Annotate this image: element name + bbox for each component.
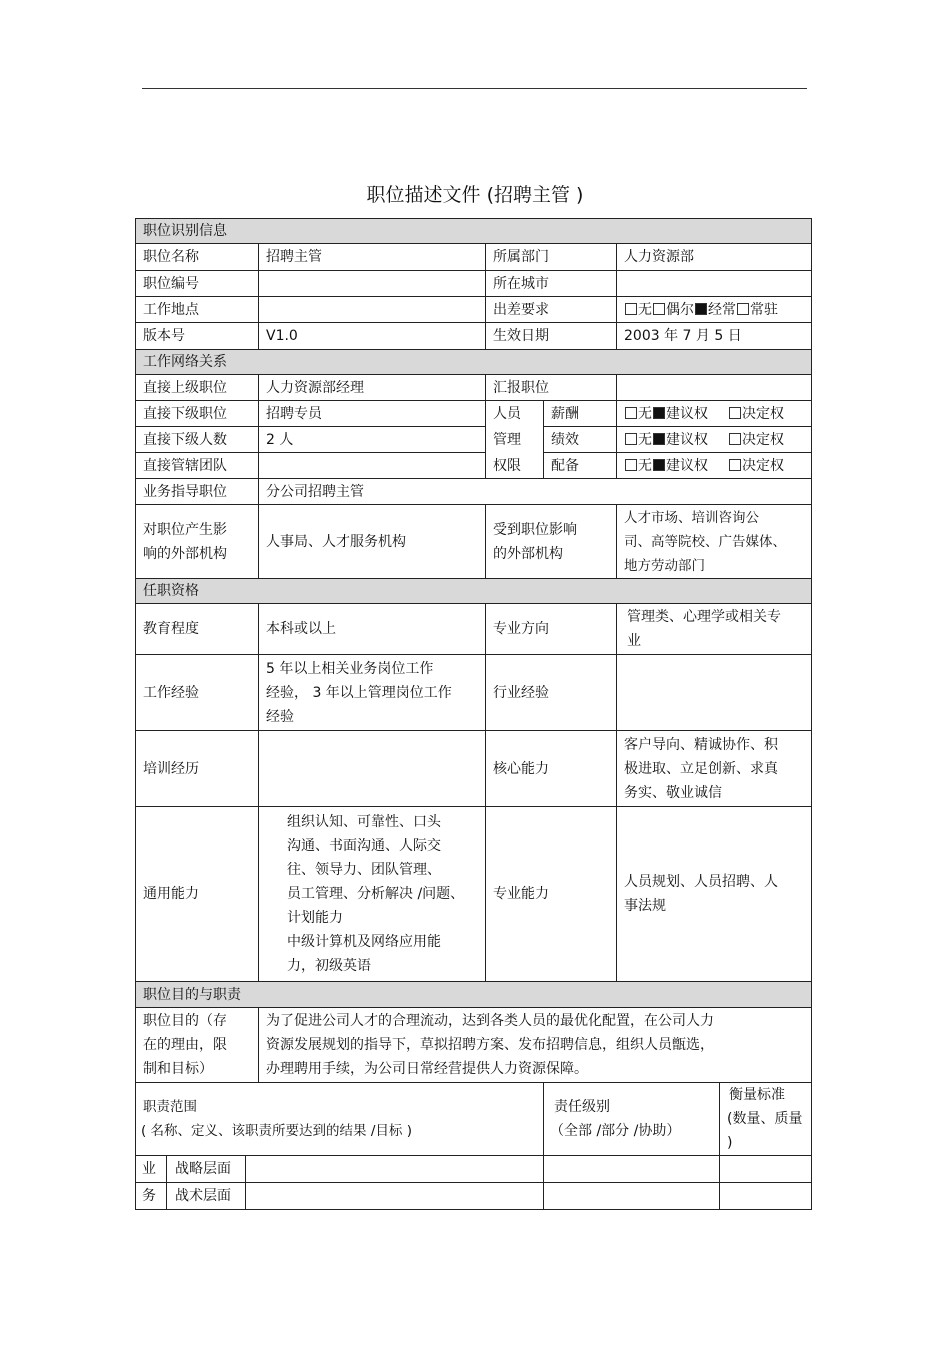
section-identification: 职位识别信息 <box>136 219 812 244</box>
performance-suggest-checkbox <box>653 433 665 445</box>
position-name-label: 职位名称 <box>136 244 259 271</box>
industry-label: 行业经验 <box>486 655 617 731</box>
general-value-line4: 员工管理、分析解决 /问题、 <box>287 886 465 902</box>
general-value-line7: 力，初级英语 <box>287 958 371 974</box>
position-name-value: 招聘主管 <box>259 244 486 271</box>
superior-value: 人力资源部经理 <box>259 375 486 401</box>
purpose-label-line3: 制和目标） <box>143 1061 213 1077</box>
position-code-value <box>259 271 486 297</box>
affects-value: 人事局、人才服务机构 <box>259 505 486 579</box>
core-value-line3: 务实、敬业诚信 <box>624 784 722 801</box>
version-label: 版本号 <box>136 323 259 350</box>
travel-option-none: 无 <box>638 301 652 318</box>
travel-option-frequent: 经常 <box>708 301 736 318</box>
authority-row-performance-name: 绩效 <box>544 427 617 453</box>
salary-suggest-label: 建议权 <box>666 405 708 422</box>
effective-date-value: 2003 年 7 月 5 日 <box>617 323 812 350</box>
subordinate-count-value: 2 人 <box>259 427 486 453</box>
subordinate-label: 直接下级职位 <box>136 401 259 427</box>
work-place-value <box>259 297 486 323</box>
section-purpose: 职位目的与职责 <box>136 982 812 1008</box>
travel-options <box>617 297 812 323</box>
core-value-line1: 客户导向、精诚协作、积 <box>624 736 778 753</box>
major-label: 专业方向 <box>486 604 617 655</box>
level-header <box>544 1083 720 1156</box>
document-title: 职位描述文件 (招聘主管 ) <box>366 184 584 206</box>
strategic-label: 战略层面 <box>167 1156 246 1182</box>
department-value: 人力资源部 <box>617 244 812 271</box>
travel-option-resident: 常驻 <box>750 301 778 318</box>
team-label: 直接管辖团队 <box>136 453 259 479</box>
authority-label-line2: 管理 <box>493 432 521 448</box>
tactical-measure <box>720 1183 812 1210</box>
purpose-value <box>259 1008 812 1083</box>
general-value <box>259 807 486 982</box>
position-code-label: 职位编号 <box>136 271 259 297</box>
authority-label <box>486 401 544 479</box>
authority-row-salary-options <box>617 401 812 427</box>
tactical-label: 战术层面 <box>167 1183 246 1209</box>
experience-value-line1: 5 年以上相关业务岗位工作 <box>266 660 434 677</box>
authority-label-line1: 人员 <box>493 406 521 422</box>
guidance-value: 分公司招聘主管 <box>259 479 812 505</box>
staffing-suggest-checkbox <box>653 459 665 471</box>
tactical-row <box>136 1183 544 1210</box>
general-value-line1: 组织认知、可靠性、口头 <box>287 814 441 830</box>
measure-sub: (数量、质量 ) <box>727 1111 803 1151</box>
affected-value-line3: 地方劳动部门 <box>624 557 705 574</box>
affects-label-line1: 对职位产生影 <box>143 521 227 538</box>
performance-none-checkbox <box>625 433 637 445</box>
experience-label: 工作经验 <box>136 655 259 731</box>
affected-value-line1: 人才市场、培训咨询公 <box>624 509 759 526</box>
salary-suggest-checkbox <box>653 407 665 419</box>
strategic-subtable <box>136 1156 543 1182</box>
authority-row-staffing-name: 配备 <box>544 453 617 479</box>
purpose-value-line1: 为了促进公司人才的合理流动，达到各类人员的最优化配置，在公司人力 <box>266 1013 714 1029</box>
authority-row-staffing-options <box>617 453 812 479</box>
performance-suggest-label: 建议权 <box>666 431 708 448</box>
affects-label-line2: 响的外部机构 <box>143 545 227 562</box>
staffing-none-label: 无 <box>638 457 652 474</box>
section-qualification: 任职资格 <box>136 579 812 604</box>
header-rule <box>142 88 807 89</box>
subordinate-count-label: 直接下级人数 <box>136 427 259 453</box>
professional-value-line2: 事法规 <box>624 898 666 914</box>
general-value-line5: 计划能力 <box>287 910 343 926</box>
measure-header <box>720 1083 812 1156</box>
staffing-decide-label: 决定权 <box>742 457 784 474</box>
purpose-label-line1: 职位目的（存 <box>143 1013 227 1029</box>
level-label: 责任级别 <box>554 1099 610 1115</box>
guidance-label: 业务指导职位 <box>136 479 259 505</box>
professional-value <box>617 807 812 982</box>
professional-value-line1: 人员规划、人员招聘、人 <box>624 874 778 890</box>
report-label: 汇报职位 <box>486 375 617 401</box>
scope-sub: ( 名称、定义、该职责所要达到的结果 /目标 ) <box>141 1123 412 1139</box>
department-label: 所属部门 <box>486 244 617 271</box>
training-label: 培训经历 <box>136 731 259 807</box>
strategic-measure <box>720 1156 812 1183</box>
salary-decide-checkbox <box>729 407 741 419</box>
travel-checkbox-none <box>625 303 637 315</box>
purpose-label-line2: 在的理由，限 <box>143 1037 227 1053</box>
purpose-value-line3: 办理聘用手续，为公司日常经营提供人力资源保障。 <box>266 1061 588 1077</box>
staffing-suggest-label: 建议权 <box>666 457 708 474</box>
travel-checkbox-frequent <box>695 303 707 315</box>
education-label: 教育程度 <box>136 604 259 655</box>
salary-none-label: 无 <box>638 405 652 422</box>
salary-none-checkbox <box>625 407 637 419</box>
core-value <box>617 731 812 807</box>
general-value-line3: 往、领导力、团队管理、 <box>287 862 441 878</box>
purpose-label <box>136 1008 259 1083</box>
city-label: 所在城市 <box>486 271 617 297</box>
strategic-content <box>246 1156 544 1182</box>
salary-decide-label: 决定权 <box>742 405 784 422</box>
strategic-row <box>136 1156 544 1183</box>
affected-label-line2: 的外部机构 <box>493 545 563 562</box>
performance-decide-label: 决定权 <box>742 431 784 448</box>
report-value <box>617 375 812 401</box>
strategic-level <box>544 1156 720 1183</box>
subordinate-value: 招聘专员 <box>259 401 486 427</box>
major-value-line2: 业 <box>627 633 641 649</box>
authority-row-performance-options <box>617 427 812 453</box>
training-value <box>259 731 486 807</box>
staffing-none-checkbox <box>625 459 637 471</box>
general-label: 通用能力 <box>136 807 259 982</box>
business-char-2: 务 <box>136 1183 167 1209</box>
travel-checkbox-occasional <box>653 303 665 315</box>
scope-label: 职责范围 <box>143 1099 197 1115</box>
affected-label-line1: 受到职位影响 <box>493 521 577 538</box>
tactical-level <box>544 1183 720 1210</box>
tactical-subtable <box>136 1183 543 1209</box>
level-sub: （全部 /部分 /协助） <box>550 1123 681 1139</box>
experience-value-line3: 经验 <box>266 708 294 725</box>
experience-value <box>259 655 486 731</box>
section-network: 工作网络关系 <box>136 350 812 375</box>
job-description-table <box>135 218 812 1210</box>
experience-value-line2: 经验， 3 年以上管理岗位工作 <box>266 684 452 701</box>
general-value-line2: 沟通、书面沟通、人际交 <box>287 838 441 854</box>
core-value-line2: 极进取、立足创新、求真 <box>624 760 778 777</box>
affects-label <box>136 505 259 579</box>
major-value-line1: 管理类、心理学或相关专 <box>627 609 781 625</box>
travel-checkbox-resident <box>737 303 749 315</box>
work-place-label: 工作地点 <box>136 297 259 323</box>
core-label: 核心能力 <box>486 731 617 807</box>
performance-none-label: 无 <box>638 431 652 448</box>
general-value-line6: 中级计算机及网络应用能 <box>287 934 441 950</box>
affected-value-line2: 司、高等院校、广告媒体、 <box>624 533 786 550</box>
measure-label: 衡量标准 <box>729 1087 785 1103</box>
education-value: 本科或以上 <box>259 604 486 655</box>
business-char-1: 业 <box>136 1156 167 1182</box>
staffing-decide-checkbox <box>729 459 741 471</box>
team-value <box>259 453 486 479</box>
tactical-content <box>246 1183 544 1209</box>
version-value: V1.0 <box>259 323 486 350</box>
travel-label: 出差要求 <box>486 297 617 323</box>
effective-date-label: 生效日期 <box>486 323 617 350</box>
authority-label-line3: 权限 <box>493 458 521 474</box>
affected-value <box>617 505 812 579</box>
performance-decide-checkbox <box>729 433 741 445</box>
industry-value <box>617 655 812 731</box>
city-value <box>617 271 812 297</box>
travel-option-occasional: 偶尔 <box>666 301 694 318</box>
superior-label: 直接上级职位 <box>136 375 259 401</box>
major-value <box>617 604 812 655</box>
affected-label <box>486 505 617 579</box>
professional-label: 专业能力 <box>486 807 617 982</box>
scope-header <box>136 1083 544 1156</box>
authority-row-salary-name: 薪酬 <box>544 401 617 427</box>
purpose-value-line2: 资源发展规划的指导下，草拟招聘方案、发布招聘信息，组织人员甑选， <box>266 1037 714 1053</box>
